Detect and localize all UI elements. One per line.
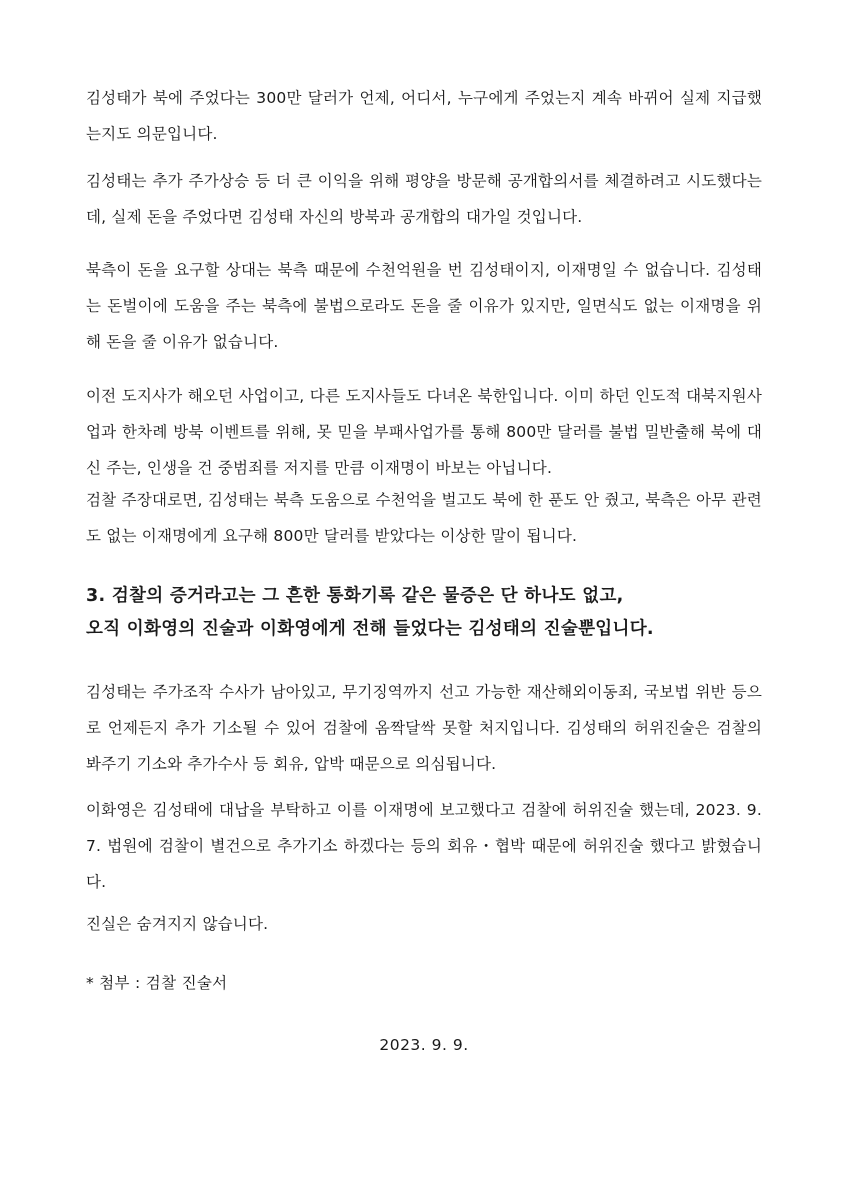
paragraph-payment-doubt: 김성태가 북에 주었다는 300만 달러가 언제, 어디서, 누구에게 주었는지 계속 바뀌어 실제 지급했는지도 의문입니다. <box>86 89 762 143</box>
paragraph-former-governor: 이전 도지사가 해오던 사업이고, 다른 도지사들도 다녀온 북한입니다. 이미 하던 인도적 대북지원사업과 한차례 방북 이벤트를 위해, 못 믿을 부패사업가를 통해 800만 달러를 불법 밀반출해 북에 대신 주는, 인생을 건 중범죄를 저지를 만큼 이재명이 바보는 아닙니다. <box>86 387 762 477</box>
paragraph-false-testimony: 이화영은 김성태에 대납을 부탁하고 이를 이재명에 보고했다고 검찰에 허위진술 했는데, 2023. 9. 7. 법원에 검찰이 별건으로 추가기소 하겠다는 등의 회유・협박 때문에 허위진술 했다고 밝혔습니다. <box>86 801 762 891</box>
section-heading-line-1: 3. 검찰의 증거라고는 그 흔한 통화기록 같은 물증은 단 하나도 없고, <box>86 586 624 606</box>
paragraph-pyongyang-visit: 김성태는 추가 주가상승 등 더 큰 이익을 위해 평양을 방문해 공개합의서를 체결하려고 시도했다는데, 실제 돈을 주었다면 김성태 자신의 방북과 공개합의 대가일 것입니다. <box>86 172 762 226</box>
paragraph-prosecution-claim: 검찰 주장대로면, 김성태는 북측 도움으로 수천억을 벌고도 북에 한 푼도 안 줬고, 북측은 아무 관련도 없는 이재명에게 요구해 800만 달러를 받았다는 이상한 말이 됩니다. <box>86 491 762 545</box>
paragraph-truth: 진실은 숨겨지지 않습니다. <box>86 915 269 933</box>
paragraph-stock-manipulation: 김성태는 주가조작 수사가 남아있고, 무기징역까지 선고 가능한 재산해외이동죄, 국보법 위반 등으로 언제든지 추가 기소될 수 있어 검찰에 옴짝달싹 못할 처지입니다. 김성태의 허위진술은 검찰의 봐주기 기소와 추가수사 등 회유, 압박 때문으로 의심됩니다. <box>86 683 762 773</box>
section-heading-3 <box>86 580 776 646</box>
document-date: 2023. 9. 9. <box>379 1036 469 1054</box>
attachment-note: * 첨부 : 검찰 진술서 <box>86 974 228 992</box>
paragraph-north-demand: 북측이 돈을 요구할 상대는 북측 때문에 수천억원을 번 김성태이지, 이재명일 수 없습니다. 김성태는 돈벌이에 도움을 주는 북측에 불법으로라도 돈을 줄 이유가 있지만, 일면식도 없는 이재명을 위해 돈을 줄 이유가 없습니다. <box>86 261 762 351</box>
section-heading-line-2: 오직 이화영의 진술과 이화영에게 전해 들었다는 김성태의 진술뿐입니다. <box>86 619 654 639</box>
